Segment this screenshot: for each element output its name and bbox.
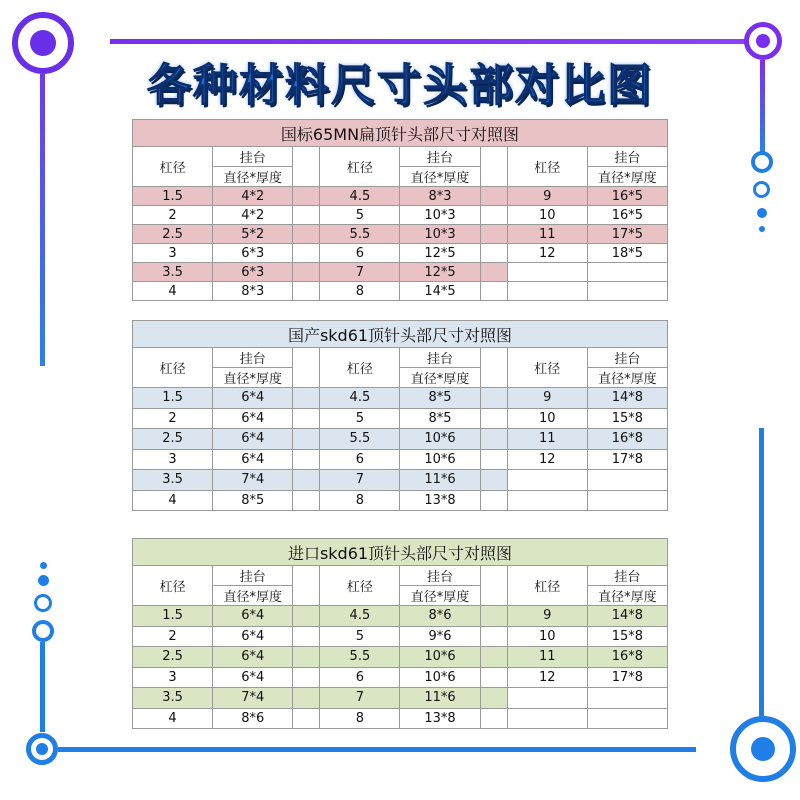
table-cell: 15*8 [587,408,667,429]
table-cell: 9 [507,187,587,206]
table-cell: 9*6 [400,626,480,647]
header-rod-diameter: 杠径 [320,566,400,606]
header-seat: 挂台 [400,566,480,586]
header-dimension: 直径*厚度 [400,368,480,388]
table-row [133,708,668,729]
table-cell: 16*5 [587,187,667,206]
gap-cell [293,348,320,388]
table-caption-row [133,120,668,147]
table-cell: 3.5 [133,688,213,709]
spacer-row [133,301,668,309]
table-cell: 8 [320,282,400,301]
table-cell: 6*4 [213,647,293,668]
header-seat: 挂台 [213,566,293,586]
table-cell: 12 [507,667,587,688]
gap-cell [480,490,507,511]
table-cell: 12*5 [400,244,480,263]
gap-cell [293,647,320,668]
gap-cell [293,408,320,429]
header-dimension: 直径*厚度 [587,167,667,187]
top-frame-line [110,39,746,44]
table-cell: 1.5 [133,187,213,206]
table-row [133,263,668,282]
page-title: 各种材料尺寸头部对比图 [147,60,653,111]
table-cell: 16*8 [587,647,667,668]
table-row [133,606,668,627]
header-seat: 挂台 [587,566,667,586]
header-rod-diameter: 杠径 [320,348,400,388]
header-row [133,147,668,167]
table-imported-skd61 [132,538,668,743]
header-dimension: 直径*厚度 [213,167,293,187]
spacer-row [133,511,668,519]
bottom-left-dot-icon [36,743,48,755]
header-rod-diameter: 杠径 [320,147,400,187]
table-cell: 18*5 [587,244,667,263]
gap-cell [293,626,320,647]
table-cell: 1.5 [133,606,213,627]
table-cell [507,490,587,511]
table-cell: 12 [507,244,587,263]
table-cell: 6*4 [213,606,293,627]
header-seat: 挂台 [587,147,667,167]
table-cell: 6*4 [213,626,293,647]
table-cell: 4*2 [213,206,293,225]
table-row [133,490,668,511]
gap-cell [293,566,320,606]
right-lower-frame-line [759,428,764,718]
table-cell: 6*4 [213,408,293,429]
gap-cell [293,667,320,688]
table-65mn [132,119,668,315]
table-cell: 13*8 [400,490,480,511]
table-row [133,408,668,429]
table-cell: 6*4 [213,667,293,688]
table-cell: 4 [133,708,213,729]
gap-cell [293,429,320,450]
table-cell: 8*5 [400,388,480,409]
spacer-row [133,308,668,315]
table-cell: 7*4 [213,688,293,709]
table-cell [507,263,587,282]
table-cell: 2.5 [133,225,213,244]
gap-cell [480,470,507,491]
bottom-right-dot-icon [751,737,775,761]
table-cell: 8*3 [213,282,293,301]
table-row [133,429,668,450]
table-cell: 6*3 [213,244,293,263]
table-cell [587,688,667,709]
table-cell: 5.5 [320,429,400,450]
gap-cell [293,206,320,225]
table-cell: 7 [320,470,400,491]
header-seat: 挂台 [213,348,293,368]
gap-cell [480,708,507,729]
right-dot-small-1-icon [757,208,767,218]
table-cell: 17*8 [587,667,667,688]
gap-cell [480,647,507,668]
table-cell [587,490,667,511]
table-row [133,244,668,263]
table-cell: 6*4 [213,388,293,409]
table-cell: 1.5 [133,388,213,409]
table-cell [507,708,587,729]
header-row [133,586,668,606]
table-cell: 6 [320,449,400,470]
gap-cell [480,282,507,301]
table-row [133,647,668,668]
gap-cell [293,708,320,729]
gap-cell [480,688,507,709]
table-cell: 11 [507,429,587,450]
table-cell [507,688,587,709]
header-dimension: 直径*厚度 [587,368,667,388]
table-cell: 5.5 [320,225,400,244]
gap-cell [293,388,320,409]
header-rod-diameter: 杠径 [507,566,587,606]
spacer-cell [133,729,668,737]
right-ring-small-2-icon [753,181,770,198]
table-cell [587,470,667,491]
header-dimension: 直径*厚度 [587,586,667,606]
table-cell: 5 [320,206,400,225]
header-seat: 挂台 [400,348,480,368]
left-dot-small-2-icon [38,575,49,586]
left-ring-small-1-icon [34,594,52,612]
spacer-cell [133,511,668,519]
table-row [133,225,668,244]
table-cell: 3.5 [133,263,213,282]
header-rod-diameter: 杠径 [133,348,213,388]
table-cell: 2 [133,206,213,225]
table-cell: 7*4 [213,470,293,491]
gap-cell [293,470,320,491]
bottom-frame-line [58,747,696,752]
gap-cell [293,244,320,263]
spacer-cell [133,301,668,309]
table-cell [587,263,667,282]
table-cell [507,470,587,491]
gap-cell [293,147,320,187]
table-cell: 4 [133,282,213,301]
gap-cell [480,206,507,225]
table-cell: 8 [320,490,400,511]
table-cell: 13*8 [400,708,480,729]
gap-cell [480,263,507,282]
table-cell: 8*5 [213,490,293,511]
table-cell: 8*6 [400,606,480,627]
spacer-row [133,518,668,525]
left-ring-small-2-icon [32,620,54,642]
header-rod-diameter: 杠径 [133,566,213,606]
table-cell: 3.5 [133,470,213,491]
left-lower-frame-line [40,642,45,732]
spacer-cell [133,518,668,525]
table-cell: 4.5 [320,187,400,206]
table-cell: 3 [133,667,213,688]
table-cell: 2.5 [133,647,213,668]
spacer-row [133,736,668,743]
gap-cell [293,490,320,511]
table-cell [587,282,667,301]
table-cell: 8 [320,708,400,729]
header-rod-diameter: 杠径 [507,147,587,187]
table-row [133,206,668,225]
table-cell: 10*6 [400,429,480,450]
header-dimension: 直径*厚度 [213,586,293,606]
table-cell: 4.5 [320,606,400,627]
gap-cell [480,626,507,647]
header-seat: 挂台 [213,147,293,167]
gap-cell [480,408,507,429]
table-caption: 国标65MN扁顶针头部尺寸对照图 [133,120,668,147]
gap-cell [480,566,507,606]
table-row [133,449,668,470]
gap-cell [480,147,507,187]
table-cell: 8*5 [400,408,480,429]
table-row [133,187,668,206]
table-cell: 5*2 [213,225,293,244]
gap-cell [293,187,320,206]
header-row [133,566,668,586]
table-cell: 11 [507,647,587,668]
table-caption-row [133,539,668,566]
table-cell: 10*6 [400,647,480,668]
gap-cell [293,449,320,470]
table-cell: 12*5 [400,263,480,282]
table-row [133,388,668,409]
table-cell: 2 [133,408,213,429]
header-rod-diameter: 杠径 [133,147,213,187]
table-cell: 14*8 [587,606,667,627]
table-row [133,688,668,709]
table-cell: 5 [320,626,400,647]
table-cell: 17*5 [587,225,667,244]
table-cell: 2.5 [133,429,213,450]
header-rod-diameter: 杠径 [507,348,587,388]
gap-cell [293,606,320,627]
gap-cell [480,187,507,206]
table-row [133,667,668,688]
table-cell: 11*6 [400,470,480,491]
table-cell: 5 [320,408,400,429]
spacer-cell [133,308,668,315]
header-dimension: 直径*厚度 [400,167,480,187]
table-cell: 4*2 [213,187,293,206]
gap-cell [293,282,320,301]
table-cell: 17*8 [587,449,667,470]
table-row [133,282,668,301]
gap-cell [480,429,507,450]
table-cell: 9 [507,606,587,627]
gap-cell [480,348,507,388]
table-cell: 7 [320,263,400,282]
table-cell: 3 [133,244,213,263]
top-right-dot-icon [756,34,770,48]
gap-cell [480,667,507,688]
table-cell: 10*6 [400,449,480,470]
gap-cell [480,244,507,263]
table-cell: 14*5 [400,282,480,301]
right-dot-small-2-icon [759,226,765,232]
table-cell: 16*5 [587,206,667,225]
table-caption-row [133,321,668,348]
table-cell: 16*8 [587,429,667,450]
header-row [133,368,668,388]
table-cell: 4 [133,490,213,511]
table-cell: 10*3 [400,225,480,244]
table-cell: 6*4 [213,429,293,450]
table-cell: 3 [133,449,213,470]
table-domestic-skd61 [132,320,668,525]
table-cell: 10 [507,206,587,225]
gap-cell [480,449,507,470]
table-row [133,470,668,491]
table-cell: 5.5 [320,647,400,668]
table-cell [587,708,667,729]
left-upper-frame-line [40,74,45,366]
header-row [133,348,668,368]
header-dimension: 直径*厚度 [213,368,293,388]
gap-cell [293,263,320,282]
table-cell: 10 [507,626,587,647]
table-cell: 8*6 [213,708,293,729]
header-row [133,167,668,187]
right-upper-frame-line [760,60,765,152]
header-seat: 挂台 [587,348,667,368]
table-cell [507,282,587,301]
table-cell: 11*6 [400,688,480,709]
header-seat: 挂台 [400,147,480,167]
gap-cell [480,225,507,244]
table-cell: 8*3 [400,187,480,206]
table-cell: 6 [320,667,400,688]
table-cell: 10*6 [400,667,480,688]
table-cell: 7 [320,688,400,709]
table-cell: 11 [507,225,587,244]
header-dimension: 直径*厚度 [400,586,480,606]
table-row [133,626,668,647]
gap-cell [480,606,507,627]
table-cell: 12 [507,449,587,470]
table-cell: 10 [507,408,587,429]
table-cell: 4.5 [320,388,400,409]
table-cell: 14*8 [587,388,667,409]
spacer-cell [133,736,668,743]
right-ring-small-1-icon [751,151,773,173]
left-dot-small-1-icon [40,562,47,569]
top-left-dot-icon [30,30,56,56]
spacer-row [133,729,668,737]
table-cell: 6*3 [213,263,293,282]
table-cell: 10*3 [400,206,480,225]
table-cell: 9 [507,388,587,409]
table-cell: 6*4 [213,449,293,470]
gap-cell [480,388,507,409]
table-cell: 2 [133,626,213,647]
gap-cell [293,225,320,244]
table-caption: 进口skd61顶针头部尺寸对照图 [133,539,668,566]
gap-cell [293,688,320,709]
table-cell: 15*8 [587,626,667,647]
table-caption: 国产skd61顶针头部尺寸对照图 [133,321,668,348]
table-cell: 6 [320,244,400,263]
